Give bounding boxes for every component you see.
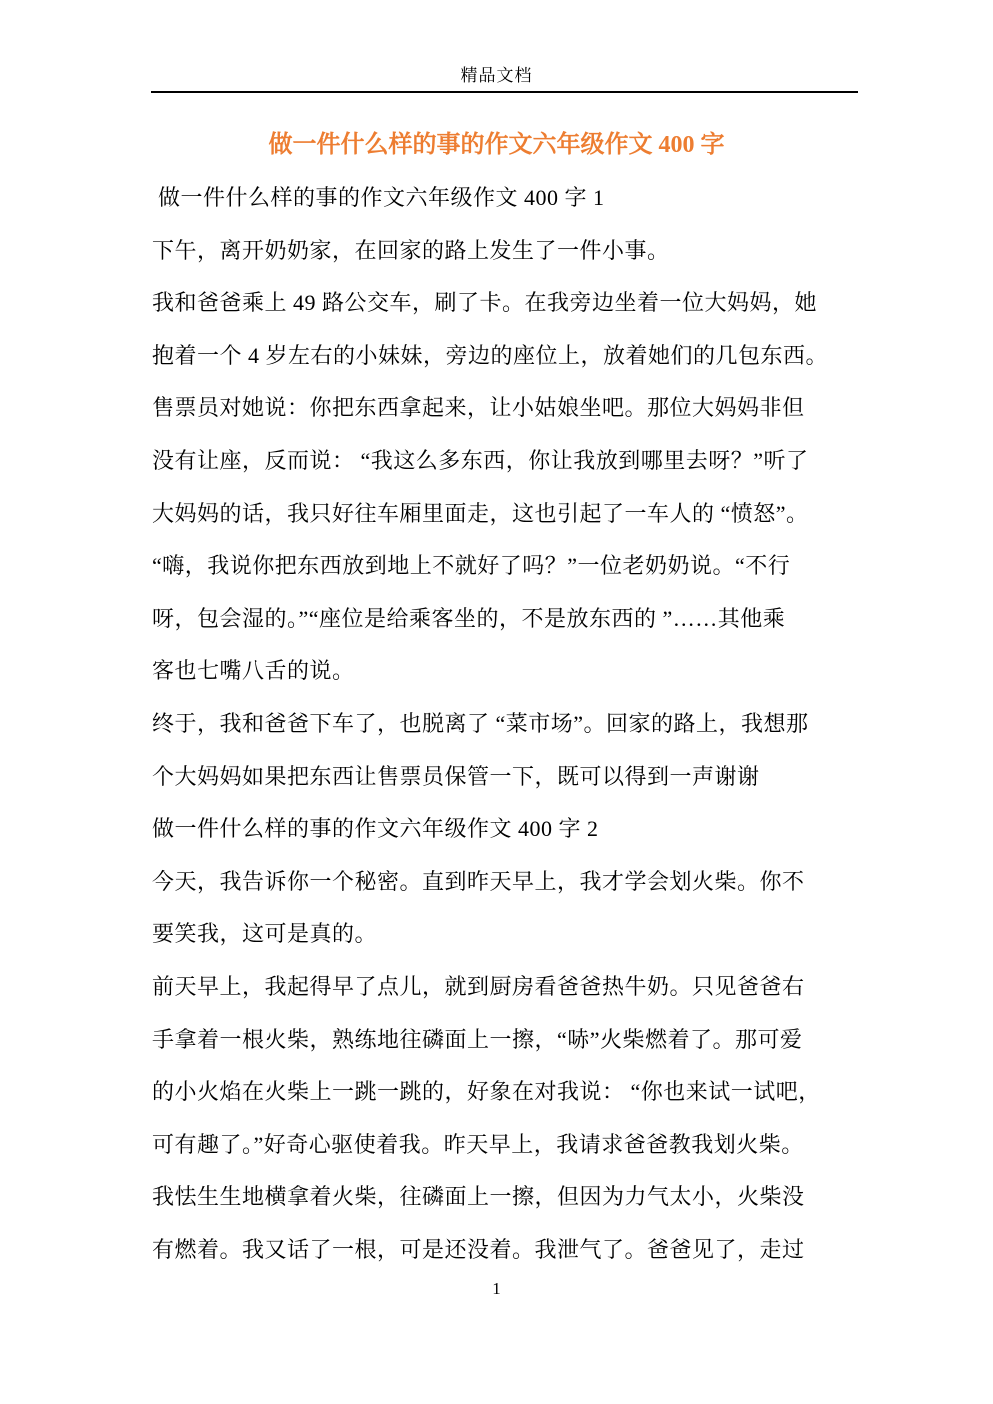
header-watermark: 精品文档: [460, 66, 533, 85]
body-text-line: 个大妈妈如果把东西让售票员保管一下，既可以得到一声谢谢: [152, 763, 760, 789]
body-text-line: 售票员对她说：你把东西拿起来，让小姑娘坐吧。那位大妈妈非但: [152, 395, 805, 421]
body-text-line: 今天，我告诉你一个秘密。直到昨天早上，我才学会划火柴。你不: [152, 868, 805, 894]
header-divider-line: [151, 91, 858, 93]
body-text-line: 做一件什么样的事的作文六年级作文 400 字 2: [152, 816, 599, 842]
document-title: 做一件什么样的事的作文六年级作文 400 字: [268, 132, 725, 158]
body-text-line: 我怯生生地横拿着火柴，往磷面上一擦，但因为力气太小，火柴没: [152, 1184, 805, 1210]
body-text-line: 要笑我，这可是真的。: [152, 921, 378, 947]
body-text-line: 下午，离开奶奶家，在回家的路上发生了一件小事。: [152, 237, 670, 263]
body-text-line: 终于，我和爸爸下车了，也脱离了 “菜市场”。回家的路上，我想那: [152, 710, 809, 736]
body-text-line: 有燃着。我又话了一根，可是还没着。我泄气了。爸爸见了，走过: [152, 1236, 805, 1262]
body-text-line: 前天早上，我起得早了点儿，就到厨房看爸爸热牛奶。只见爸爸右: [152, 973, 805, 999]
body-text-line: 可有趣了。”好奇心驱使着我。昨天早上，我请求爸爸教我划火柴。: [152, 1131, 804, 1157]
body-text-line: 没有让座，反而说： “我这么多东西，你让我放到哪里去呀？”听了: [152, 447, 809, 473]
body-text-line: 我和爸爸乘上 49 路公交车，刷了卡。在我旁边坐着一位大妈妈，她: [152, 290, 818, 316]
body-text-line: 的小火焰在火柴上一跳一跳的，好象在对我说： “你也来试一试吧，: [152, 1079, 821, 1105]
document-body: [152, 172, 864, 1276]
body-text-line: 做一件什么样的事的作文六年级作文 400 字 1: [152, 185, 605, 210]
body-text-line: 呀，包会湿的。”“座位是给乘客坐的，不是放东西的 ”……其他乘: [152, 605, 786, 631]
body-text-line: 客也七嘴八舌的说。: [152, 658, 355, 684]
body-text-line: 抱着一个 4 岁左右的小妹妹，旁边的座位上，放着她们的几包东西。: [152, 342, 829, 368]
body-text-line: 手拿着一根火柴，熟练地往磷面上一擦，“哧”火柴燃着了。那可爱: [152, 1026, 803, 1052]
body-text-line: 大妈妈的话，我只好往车厢里面走，这也引起了一车人的 “愤怒”。: [152, 500, 809, 526]
page-number: 1: [492, 1279, 501, 1298]
body-text-line: “嗨，我说你把东西放到地上不就好了吗？”一位老奶奶说。“不行: [152, 553, 791, 579]
